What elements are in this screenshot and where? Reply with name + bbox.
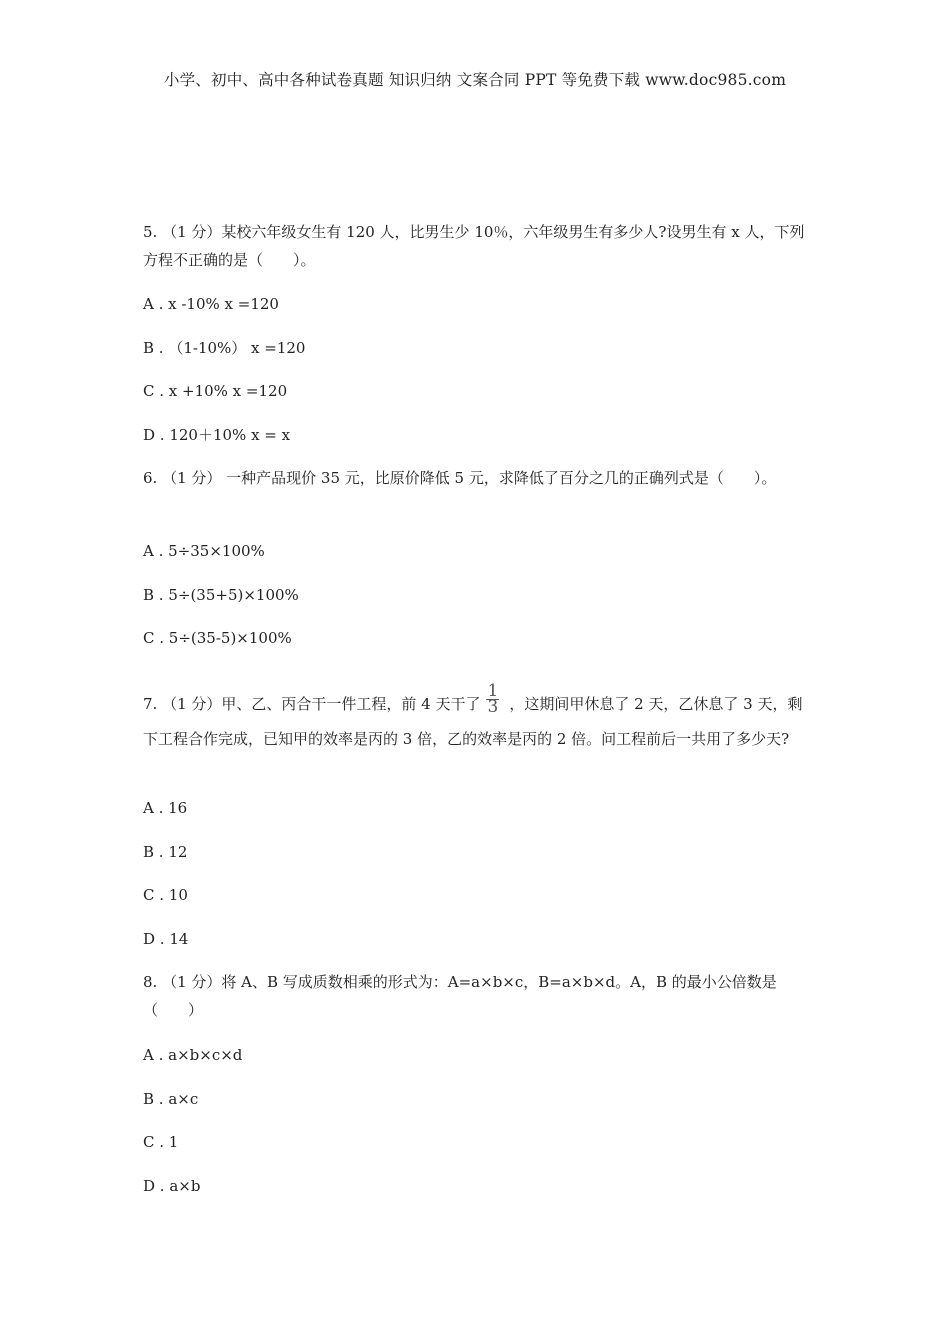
page-header: 小学、初中、高中各种试卷真题 知识归纳 文案合同 PPT 等免费下载 www.doc985.com: [163, 71, 787, 89]
question-6-option-b[interactable]: B . 5÷(35+5)×100%: [143, 586, 299, 604]
question-7-option-c[interactable]: C . 10: [143, 886, 188, 904]
question-7-option-b[interactable]: B . 12: [143, 843, 188, 861]
question-5-stem: 5. （1 分）某校六年级女生有 120 人，比男生少 10％，六年级男生有多少人?设男生有 x 人，下列方程不正确的是（ ）。: [143, 223, 805, 269]
question-6-option-a[interactable]: A . 5÷35×100%: [143, 542, 265, 560]
one-third-fraction: [486, 680, 499, 717]
question-5-option-b[interactable]: B . （1-10%） x =120: [143, 339, 306, 357]
question-7-stem-before: 7. （1 分）甲、乙、丙合干一件工程，前 4 天干了: [143, 695, 481, 713]
question-8-stem: 8. （1 分）将 A、B 写成质数相乘的形式为：A=a×b×c，B=a×b×d。A，B 的最小公倍数是（ ）: [143, 973, 777, 1019]
question-8-option-c[interactable]: C . 1: [143, 1133, 179, 1151]
question-5-option-a[interactable]: A . x -10% x =120: [143, 295, 279, 313]
question-7-stem: [143, 680, 810, 757]
question-5-option-d[interactable]: D . 120＋10% x = x: [143, 426, 291, 444]
question-8-option-d[interactable]: D . a×b: [143, 1177, 201, 1195]
question-5-option-c[interactable]: C . x +10% x =120: [143, 382, 288, 400]
fraction-denominator: 3: [487, 696, 499, 717]
question-8-option-a[interactable]: A . a×b×c×d: [143, 1046, 243, 1064]
question-8-option-b[interactable]: B . a×c: [143, 1090, 199, 1108]
question-7-option-a[interactable]: A . 16: [143, 799, 188, 817]
question-6-stem: 6. （1 分） 一种产品现价 35 元，比原价降低 5 元，求降低了百分之几的正确列式是（ ）。: [143, 469, 777, 487]
question-7-stem-after: ，这期间甲休息了 2 天，乙休息了 3 天，剩下工程合作完成，已知甲的效率是丙的 3 倍，乙的效率是丙的 2 倍。问工程前后一共用了多少天?: [143, 695, 803, 748]
fraction-numerator: 1: [487, 680, 499, 701]
question-7-option-d[interactable]: D . 14: [143, 930, 189, 948]
question-6-option-c[interactable]: C . 5÷(35-5)×100%: [143, 629, 292, 647]
